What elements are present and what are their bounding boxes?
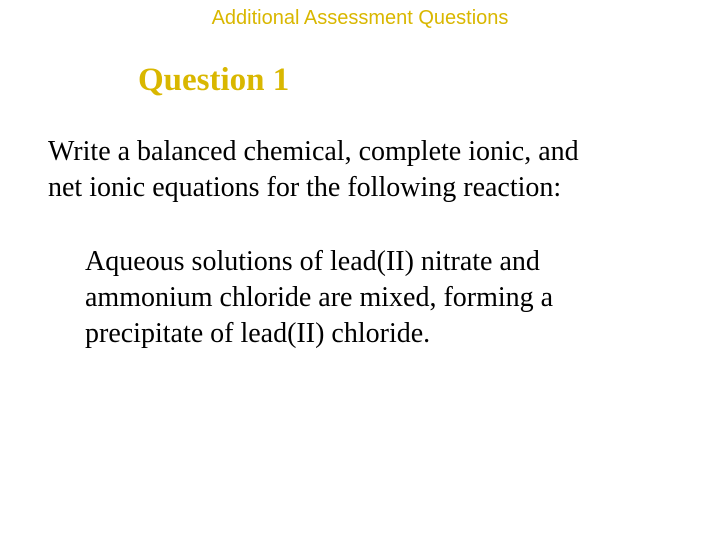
question-title: Question 1 [138, 62, 290, 98]
reaction-description [85, 244, 705, 352]
prompt-line: net ionic equations for the following reaction: [48, 172, 562, 203]
reaction-line: ammonium chloride are mixed, forming a [85, 282, 554, 313]
question-prompt [48, 134, 708, 206]
prompt-line: Write a balanced chemical, complete ionic, and [48, 136, 579, 167]
reaction-line: precipitate of lead(II) chloride. [85, 318, 431, 349]
reaction-line: Aqueous solutions of lead(II) nitrate and [85, 246, 540, 277]
slide-header: Additional Assessment Questions [211, 7, 509, 29]
